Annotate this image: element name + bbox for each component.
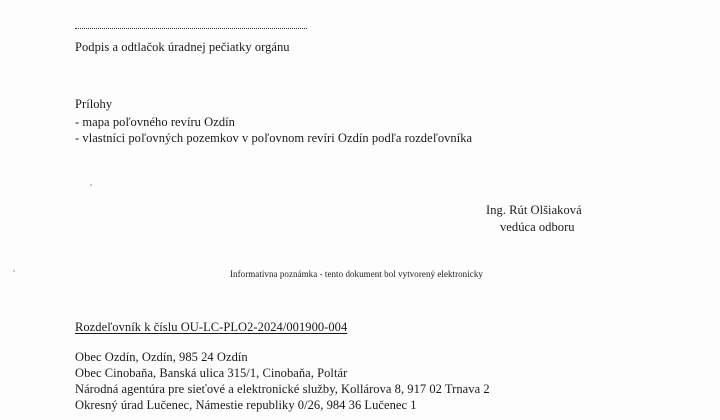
attachments-heading: Prílohy <box>75 97 113 111</box>
recipient-line: Národná agentúra pre sieťové a elektronické služby, Kollárova 8, 917 02 Trnava 2 <box>75 382 490 396</box>
recipient-line: Obec Ozdín, Ozdín, 985 24 Ozdín <box>75 350 248 364</box>
signatory-role: vedúca odboru <box>500 220 575 234</box>
signature-caption: Podpis a odtlačok úradnej pečiatky orgánu <box>75 40 290 54</box>
scan-speck <box>90 184 92 186</box>
attachment-item-owners: - vlastníci poľovných pozemkov v poľovnom revíri Ozdín podľa rozdeľovníka <box>75 131 473 145</box>
attachment-item-map: - mapa poľovného revíru Ozdín <box>75 115 235 129</box>
signatory-name: Ing. Rút Olšiaková <box>486 203 582 217</box>
electronic-document-notice: Informatívna poznámka - tento dokument bol vytvorený elektronicky <box>230 269 483 279</box>
recipient-line: Obec Cinobaňa, Banská ulica 315/1, Cinobaňa, Poltár <box>75 366 348 380</box>
signature-dotted-line <box>75 28 307 29</box>
recipient-line: Okresný úrad Lučenec, Námestie republiky 0/26, 984 36 Lučenec 1 <box>75 398 417 412</box>
scan-speck <box>13 270 15 272</box>
distribution-heading: Rozdeľovník k číslu OU-LC-PLO2-2024/001900-004 <box>75 320 348 334</box>
